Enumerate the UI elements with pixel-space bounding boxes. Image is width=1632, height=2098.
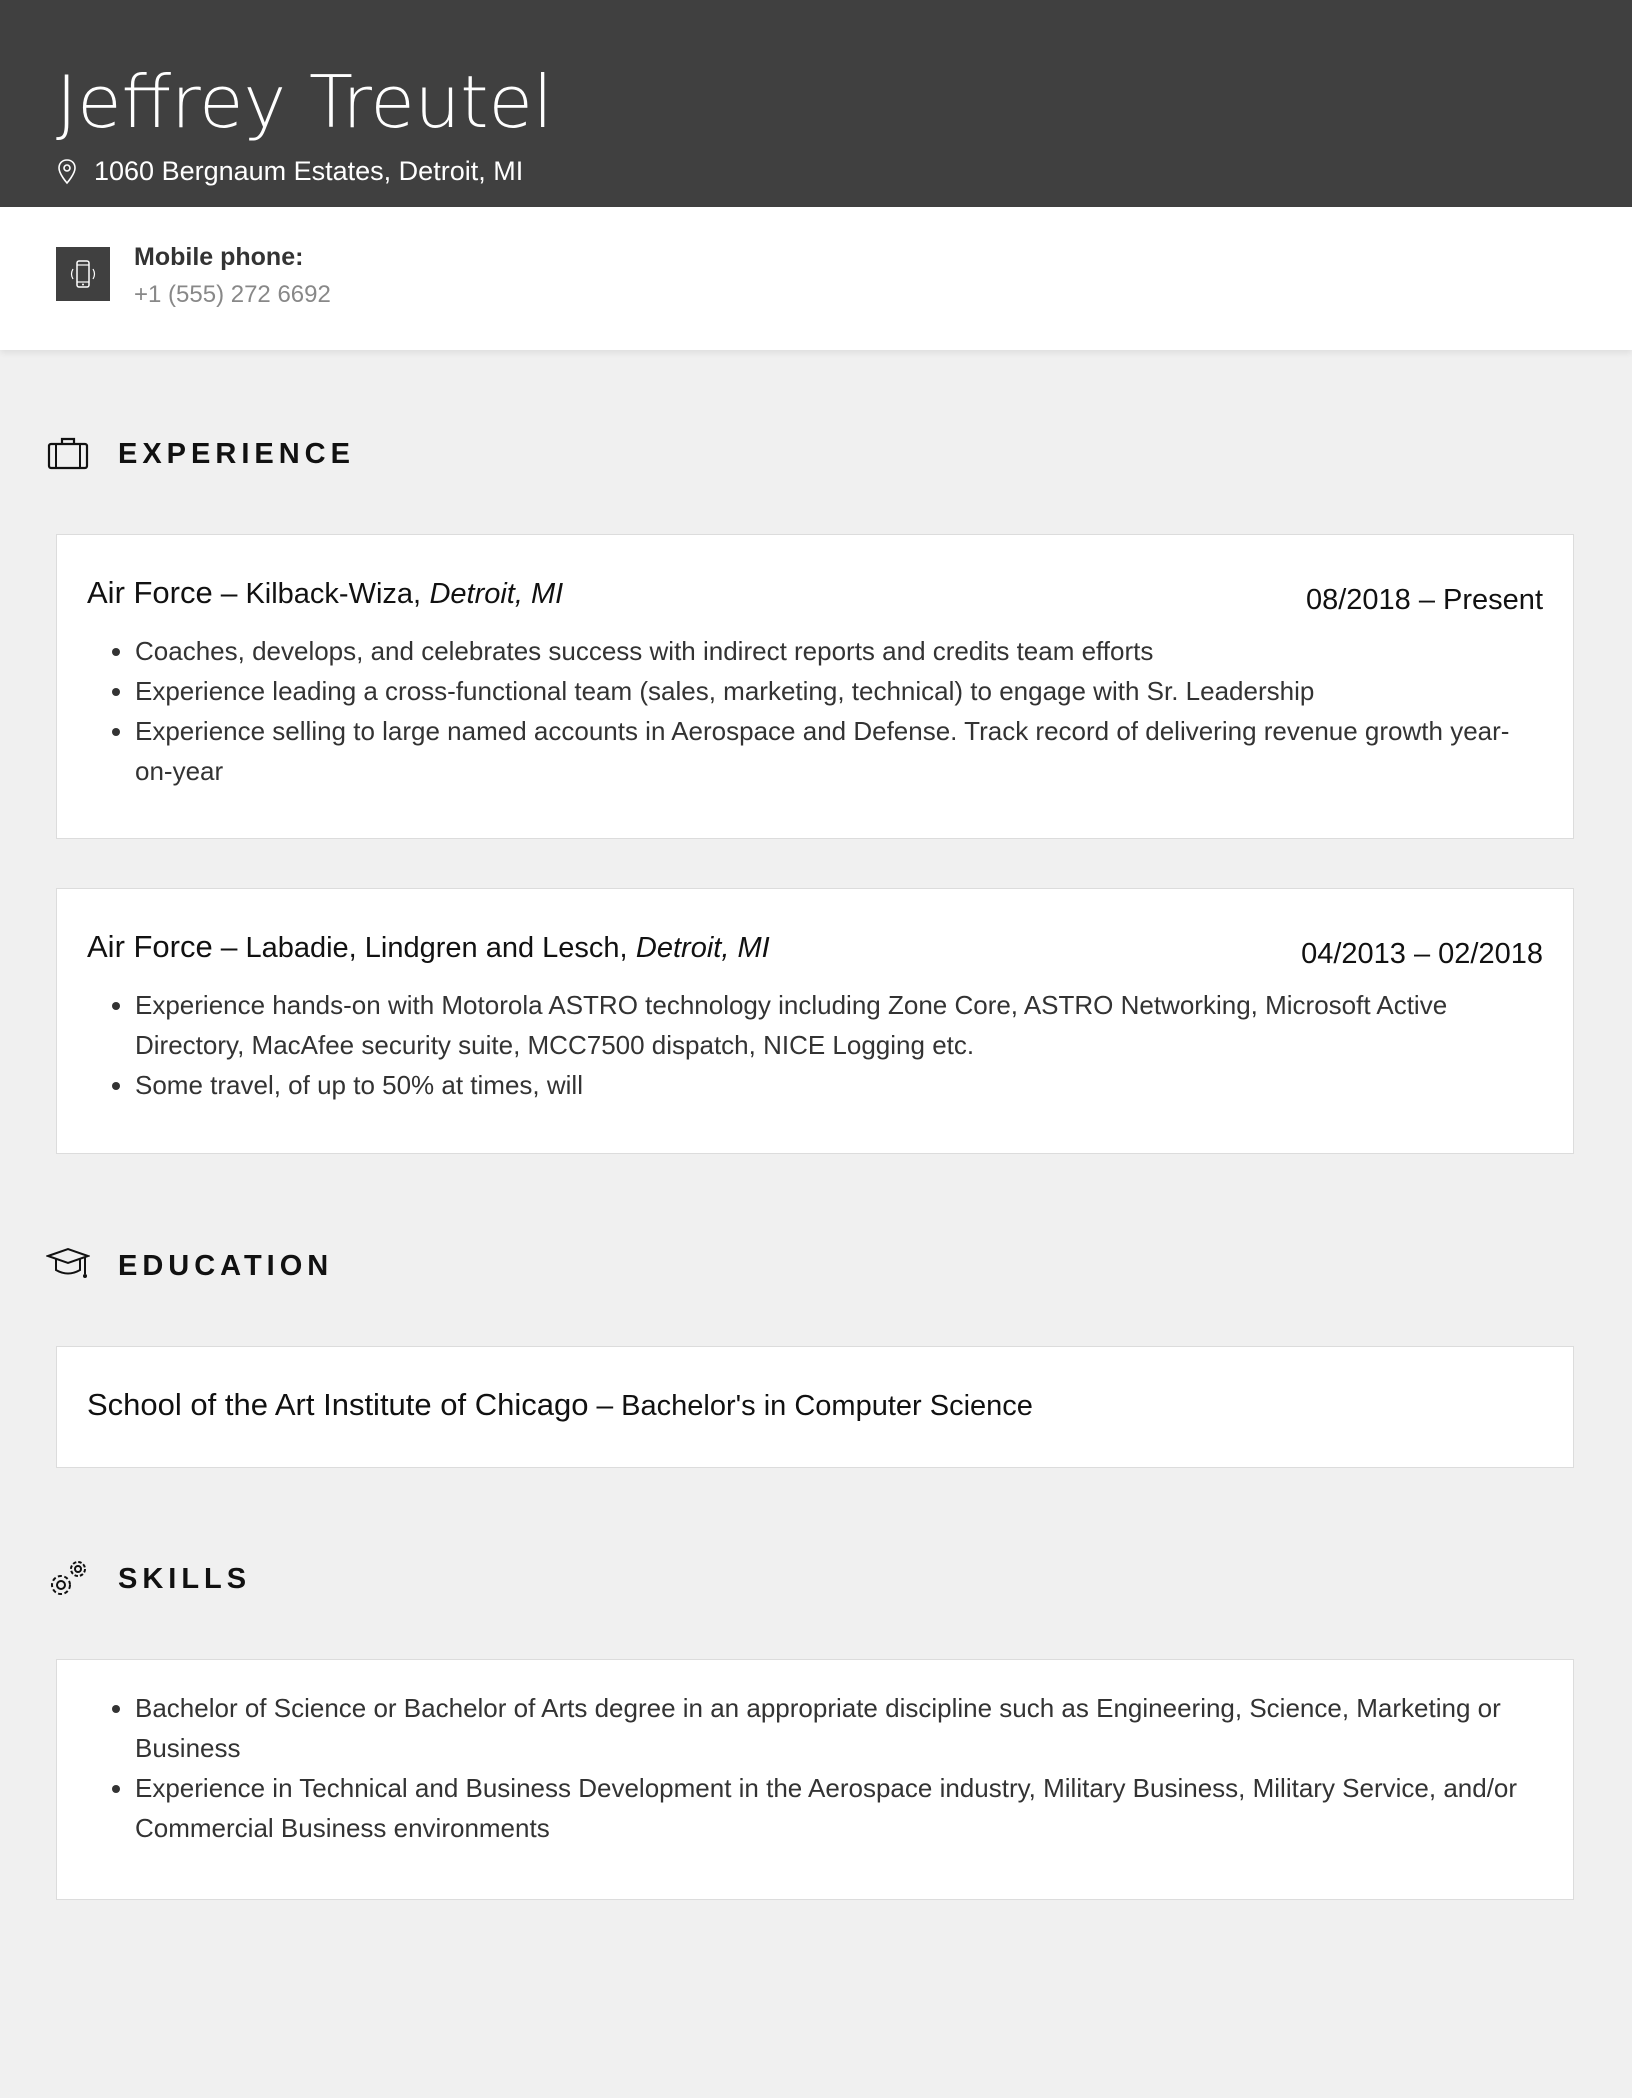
- list-item: • Coaches, develops, and celebrates success with indirect reports and credits team efforts: [135, 631, 1543, 671]
- job-bullets: [87, 631, 1543, 791]
- job-dates: 08/2018 – Present: [1305, 584, 1543, 616]
- job-heading: [87, 929, 770, 965]
- list-item: • Experience leading a cross-functional team (sales, marketing, technical) to engage with Sr. Leadership: [135, 671, 1543, 711]
- phone-label: Mobile phone:: [134, 243, 304, 271]
- phone-value: +1 (555) 272 6692: [134, 281, 331, 308]
- list-item: • Experience selling to large named accounts in Aerospace and Defense. Track record of delivering revenue growth year-on-year: [135, 711, 1543, 791]
- candidate-name: Jeffrey Treutel: [56, 60, 553, 144]
- degree-name: Bachelor's in Computer Science: [621, 1390, 1033, 1422]
- briefcase-icon: [46, 432, 90, 476]
- education-separator: –: [596, 1389, 614, 1422]
- education-heading: [46, 1244, 333, 1288]
- gears-icon: [46, 1557, 90, 1601]
- experience-heading: [46, 432, 355, 476]
- job-company: Kilback-Wiza,: [245, 578, 422, 610]
- list-item: • Experience hands-on with Motorola ASTRO technology including Zone Core, ASTRO Networking, Microsoft Active Directory, MacAfee security suite, MCC7500 dispatch, NICE Logging etc.: [135, 985, 1543, 1065]
- skills-bullets: [87, 1688, 1543, 1848]
- address-row: [56, 156, 523, 187]
- education-card: [56, 1346, 1574, 1468]
- skills-title: SKILLS: [118, 1562, 252, 1595]
- job-title-row: [87, 575, 1543, 616]
- resume-header: [0, 0, 1632, 207]
- job-card: [56, 534, 1574, 839]
- job-role: Air Force: [87, 929, 213, 964]
- graduation-cap-icon: [46, 1244, 90, 1288]
- list-item: • Some travel, of up to 50% at times, will: [135, 1065, 1543, 1105]
- education-title: EDUCATION: [118, 1249, 334, 1282]
- job-location: Detroit, MI: [429, 578, 564, 610]
- mobile-phone-icon: [64, 255, 102, 293]
- contact-bar: [0, 207, 1632, 350]
- job-separator: –: [220, 931, 238, 964]
- job-bullets: [87, 985, 1543, 1105]
- phone-icon-box: [56, 247, 110, 301]
- skills-heading: [46, 1557, 251, 1601]
- job-location: Detroit, MI: [635, 932, 770, 964]
- experience-title: EXPERIENCE: [118, 437, 355, 470]
- job-title-row: [87, 929, 1543, 970]
- job-role: Air Force: [87, 575, 213, 610]
- location-pin-icon: [56, 158, 78, 186]
- list-item: • Bachelor of Science or Bachelor of Arts degree in an appropriate discipline such as Engineering, Science, Marketing or Business: [135, 1688, 1543, 1768]
- address-text: 1060 Bergnaum Estates, Detroit, MI: [94, 156, 524, 186]
- list-item: • Experience in Technical and Business Development in the Aerospace industry, Military Business, Military Service, and/or Commercial Business environments: [135, 1768, 1543, 1848]
- education-row: [87, 1387, 1033, 1423]
- job-card: [56, 888, 1574, 1154]
- job-dates: 04/2013 – 02/2018: [1301, 938, 1543, 970]
- job-heading: [87, 575, 563, 611]
- job-separator: –: [220, 577, 238, 610]
- school-name: School of the Art Institute of Chicago: [87, 1387, 589, 1422]
- job-company: Labadie, Lindgren and Lesch,: [245, 932, 628, 964]
- skills-card: [56, 1659, 1574, 1900]
